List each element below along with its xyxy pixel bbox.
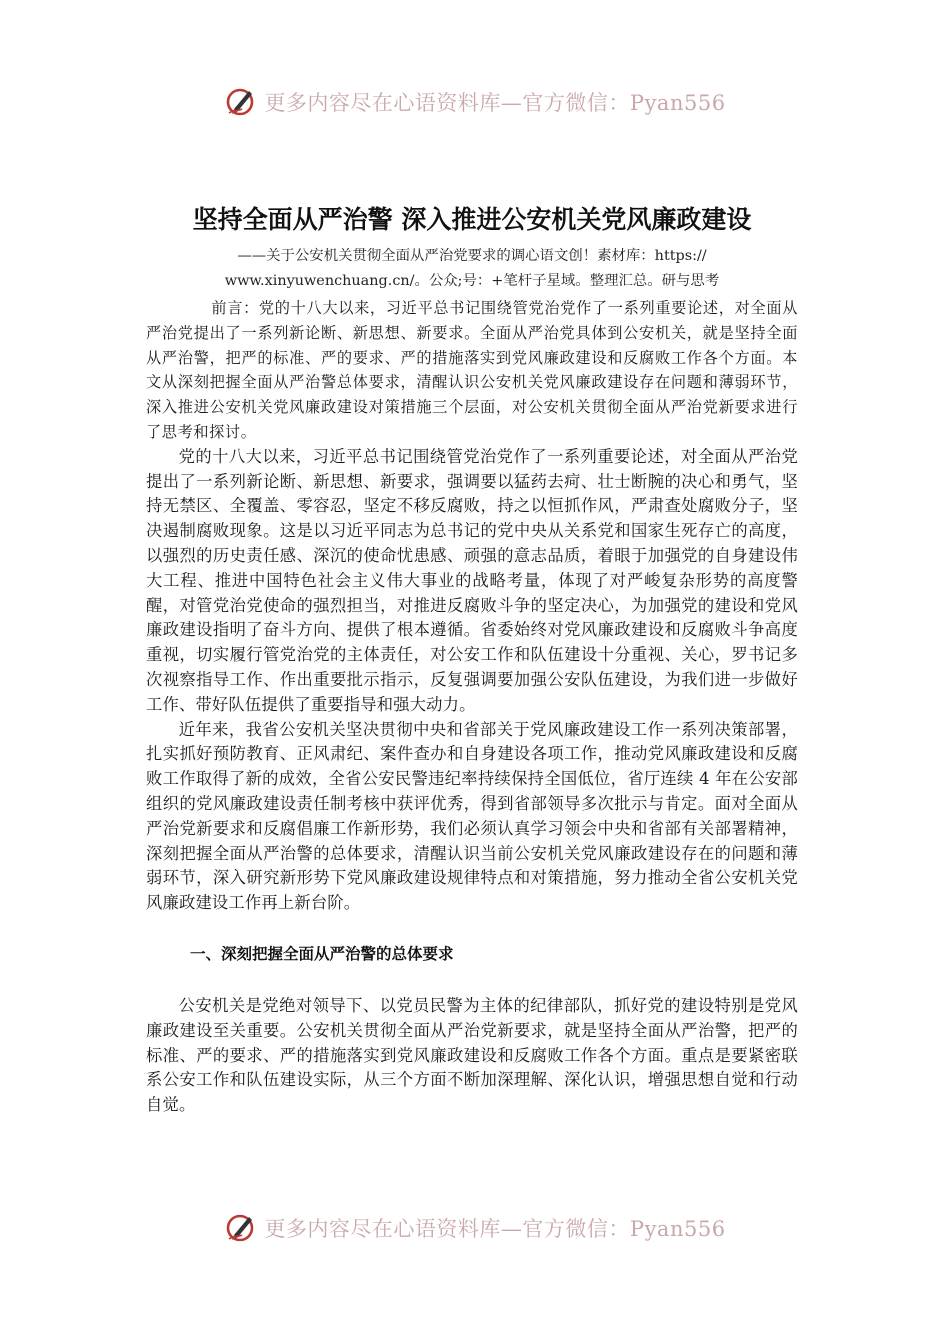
banner-text: 更多内容尽在心语资料库—官方微信：Pyan556 — [264, 91, 726, 115]
footer-banner-inner — [224, 1211, 725, 1245]
header-banner — [0, 82, 950, 122]
subtitle-line-1: ——关于公安机关贯彻全面从严治党要求的调心语文创！素材库：https:// — [237, 248, 707, 264]
body-paragraph-2: 近年来，我省公安机关坚决贯彻中央和省部关于党风廉政建设工作一系列决策部署，扎实抓好预防教育、正风肃纪、案件查办和自身建设各项工作，推动党风廉政建设和反腐败工作取得了新的成效，全省公安民警违纪率持续保持全国低位，省厅连续 4 年在公安部组织的党风廉政建设责任制考核中获评优秀，得到省部领导多次批示与肯定。面对全面从严治党新要求和反腐倡廉工作新形势，我们必须认真学习领会中央和省部有关部署精神，深刻把握全面从严治警的总体要求，清醒认识当前公安机关党风廉政建设存在的问题和薄弱环节，深入研究新形势下党风廉政建设规律特点和对策措施，努力推动全省公安机关党风廉政建设工作再上新台阶。 — [146, 719, 798, 913]
banner-inner — [224, 85, 725, 119]
footer-logo-icon — [224, 1211, 258, 1245]
document-title: 坚持全面从严治警 深入推进公安机关党风廉政建设 — [192, 205, 752, 234]
section-1-paragraph: 公安机关是党绝对领导下、以党员民警为主体的纪律部队，抓好党的建设特别是党风廉政建设至关重要。公安机关贯彻全面从严治党新要求，就是坚持全面从严治警，把严的标准、严的要求、严的措施落实到党风廉政建设和反腐败工作各个方面。重点是要紧密联系公安工作和队伍建设实际，从三个方面不断加深理解、深化认识，增强思想自觉和行动自觉。 — [146, 995, 798, 1115]
logo-icon — [224, 85, 258, 119]
document-body — [146, 200, 798, 1118]
body-paragraph-1: 党的十八大以来，习近平总书记围绕管党治党作了一系列重要论述，对全面从严治党提出了一系列新论断、新思想、新要求，强调要以猛药去疴、壮士断腕的决心和勇气，坚持无禁区、全覆盖、零容忍，坚定不移反腐败，持之以恒抓作风，严肃查处腐败分子，坚决遏制腐败现象。这是以习近平同志为总书记的党中央从关系党和国家生死存亡的高度，以强烈的历史责任感、深沉的使命忧患感、顽强的意志品质，着眼于加强党的自身建设伟大工程、推进中国特色社会主义伟大事业的战略考量，体现了对严峻复杂形势的高度警醒，对管党治党使命的强烈担当，对推进反腐败斗争的坚定决心，为加强党的建设和党风廉政建设指明了奋斗方向、提供了根本遵循。省委始终对党风廉政建设和反腐败斗争高度重视，切实履行管党治党的主体责任，对公安工作和队伍建设十分重视、关心，罗书记多次视察指导工作、作出重要批示指示，反复强调要加强公安队伍建设，为我们进一步做好工作、带好队伍提供了重要指导和强大动力。 — [146, 446, 798, 714]
footer-banner — [0, 1208, 950, 1248]
preface-paragraph: 前言：党的十八大以来，习近平总书记围绕管党治党作了一系列重要论述，对全面从严治党提出了一系列新论断、新思想、新要求。全面从严治党具体到公安机关，就是坚持全面从严治警，把严的标准、严的要求、严的措施落实到党风廉政建设和反腐败工作各个方面。本文从深刻把握全面从严治警总体要求，清醒认识公安机关党风廉政建设存在问题和薄弱环节，深入推进公安机关党风廉政建设对策措施三个层面，对公安机关贯彻全面从严治党新要求进行了思考和探讨。 — [146, 299, 798, 441]
section-heading-1: 一、深刻把握全面从严治警的总体要求 — [190, 944, 454, 963]
document-subtitle — [146, 244, 798, 294]
footer-banner-text: 更多内容尽在心语资料库—官方微信：Pyan556 — [264, 1217, 726, 1241]
subtitle-line-2: www.xinyuwenchuang.cn/。公众;号：+笔杆子星域。整理汇总。研与思考 — [224, 273, 720, 289]
